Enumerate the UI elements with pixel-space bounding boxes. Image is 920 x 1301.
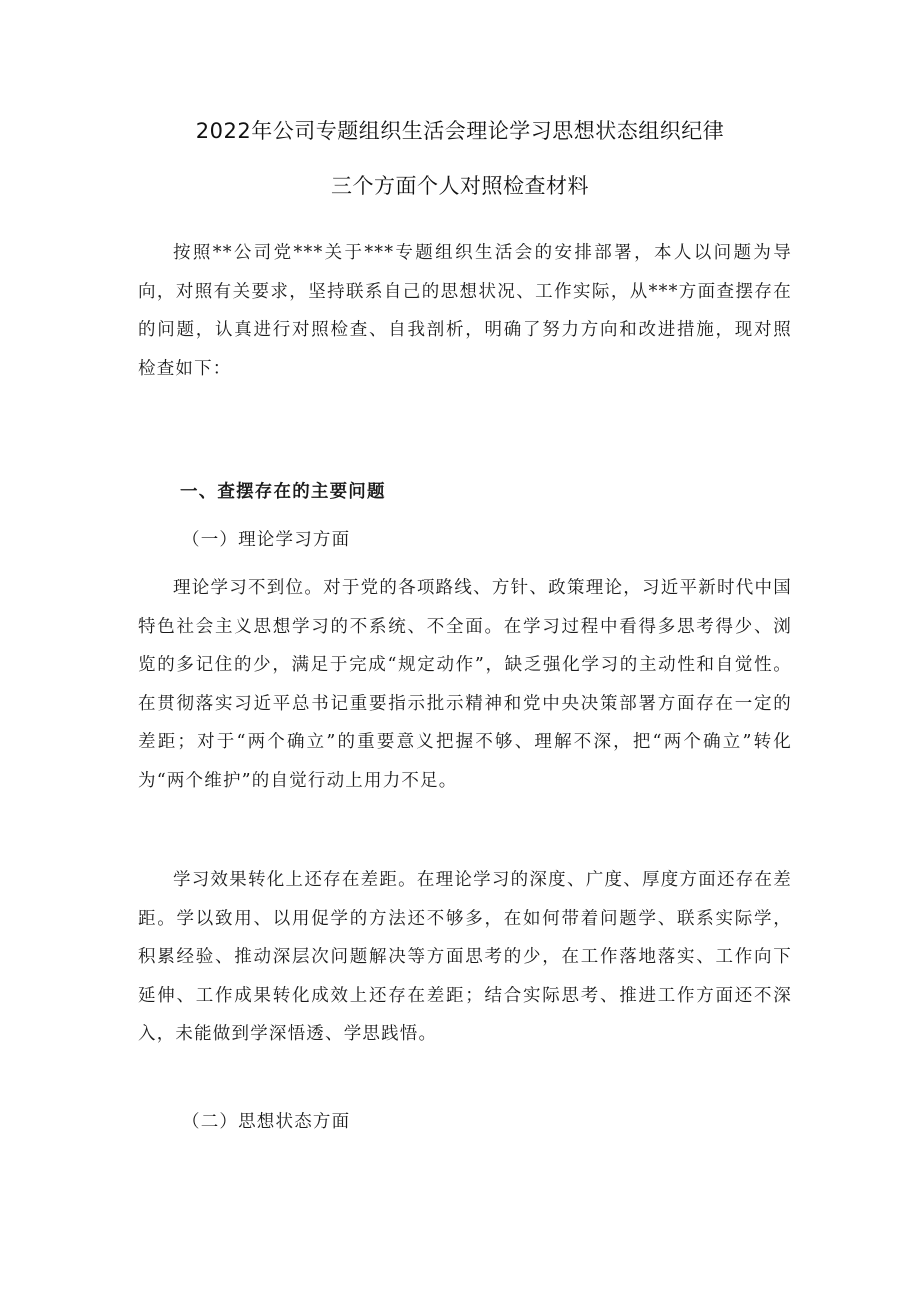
document-title-line2: 三个方面个人对照检查材料 (331, 174, 589, 198)
section-heading-1: 一、查摆存在的主要问题 (180, 482, 386, 502)
document-title-line1: 2022年公司专题组织生活会理论学习思想状态组织纪律 (195, 119, 725, 143)
subsection-heading-thought: （二）思想状态方面 (182, 1112, 351, 1132)
intro-paragraph: 按照**公司党***关于***专题组织生活会的安排部署，本人以问题为导向，对照有关要求，坚持联系自己的思想状况、工作实际，从***方面查摆存在的问题，认真进行对照检查、自我剖析，明确了努力方向和改进措施，现对照检查如下： (138, 243, 792, 379)
subsection-heading-theory: （一）理论学习方面 (182, 530, 351, 550)
theory-paragraph-1: 理论学习不到位。对于党的各项路线、方针、政策理论，习近平新时代中国特色社会主义思想学习的不系统、不全面。在学习过程中看得多思考得少、浏览的多记住的少，满足于完成“规定动作”，缺乏强化学习的主动性和自觉性。在贯彻落实习近平总书记重要指示批示精神和党中央决策部署方面存在一定的差距；对于“两个确立”的重要意义把握不够、理解不深，把“两个确立”转化为“两个维护”的自觉行动上用力不足。 (138, 578, 792, 791)
theory-paragraph-2: 学习效果转化上还存在差距。在理论学习的深度、广度、厚度方面还存在差距。学以致用、以用促学的方法还不够多，在如何带着问题学、联系实际学，积累经验、推动深层次问题解决等方面思考的少，在工作落地落实、工作向下延伸、工作成果转化成效上还存在差距；结合实际思考、推进工作方面还不深入，未能做到学深悟透、学思践悟。 (138, 870, 792, 1044)
